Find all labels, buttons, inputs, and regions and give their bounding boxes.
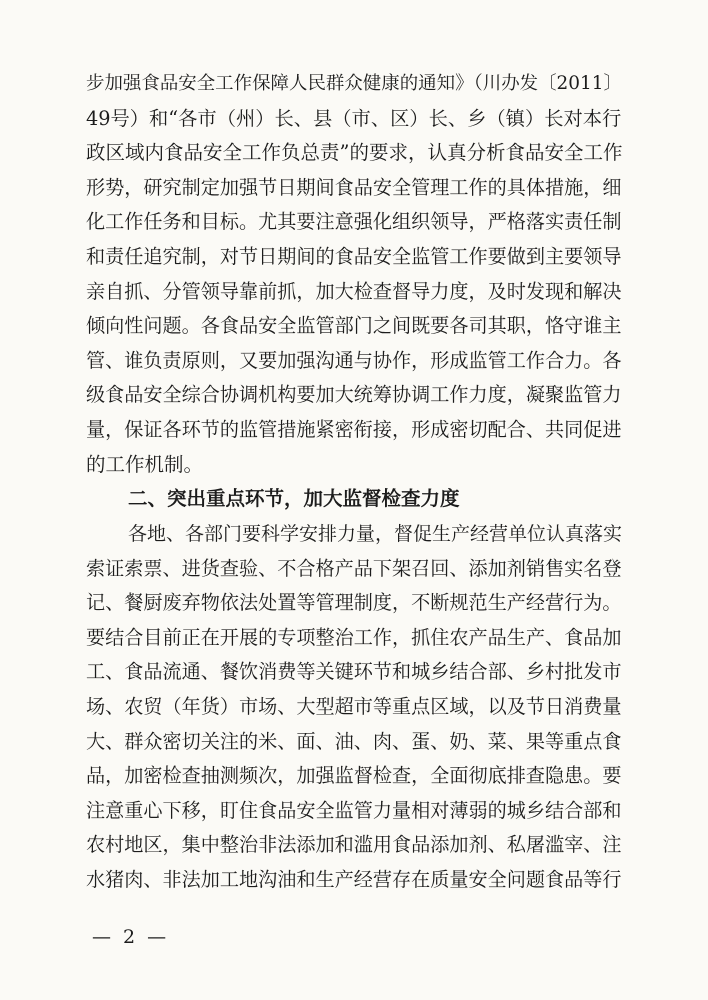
body-line: 的工作机制。 [86, 453, 204, 476]
body-line: 和责任追究制，对节日期间的食品安全监管工作要做到主要领导 [86, 245, 622, 268]
section-heading: 二、突出重点环节，加大监督检查力度 [128, 487, 460, 510]
body-line: 管、谁负责原则，又要加强沟通与协作，形成监管工作合力。各 [86, 349, 622, 372]
body-line: 各地、各部门要科学安排力量，督促生产经营单位认真落实 [128, 523, 623, 545]
body-line: 品，加密检查抽测频次，加强监督检查，全面彻底排查隐患。要 [86, 764, 622, 787]
body-line: 倾向性问题。各食品安全监管部门之间既要各司其职，恪守谁主 [86, 314, 622, 337]
body-line: 大、群众密切关注的米、面、油、肉、蛋、奶、菜、果等重点食 [86, 730, 622, 753]
body-line: 政区域内食品安全工作负总责”的要求，认真分析食品安全工作 [86, 141, 623, 164]
page-number: — 2 — [92, 926, 170, 948]
body-line: 要结合目前正在开展的专项整治工作，抓住农产品生产、食品加 [86, 626, 622, 649]
body-line: 亲自抓、分管领导靠前抓，加大检查督导力度，及时发现和解决 [86, 280, 622, 303]
body-line: 工、食品流通、餐饮消费等关键环节和城乡结合部、乡村批发市 [86, 660, 622, 683]
body-line: 形势，研究制定加强节日期间食品安全管理工作的具体措施，细 [86, 176, 622, 199]
body-line: 注意重心下移，盯住食品安全监管力量相对薄弱的城乡结合部和 [86, 799, 622, 822]
body-line: 记、餐厨废弃物依法处置等管理制度，不断规范生产经营行为。 [86, 591, 622, 614]
body-line: 49号）和“各市（州）长、县（市、区）长、乡（镇）长对本行 [86, 107, 622, 130]
body-line: 化工作任务和目标。尤其要注意强化组织领导，严格落实责任制 [86, 210, 622, 233]
body-line: 级食品安全综合协调机构要加大统筹协调工作力度，凝聚监管力 [86, 383, 622, 406]
body-line: 场、农贸（年货）市场、大型超市等重点区域，以及节日消费量 [86, 695, 622, 718]
body-line: 索证索票、进货查验、不合格产品下架召回、添加剂销售实名登 [86, 557, 622, 580]
body-line: 步加强食品安全工作保障人民群众健康的通知》（川办发〔2011〕 [86, 73, 622, 94]
body-line: 量，保证各环节的监管措施紧密衔接，形成密切配合、共同促进 [86, 418, 622, 441]
body-line: 水猪肉、非法加工地沟油和生产经营存在质量安全问题食品等行 [86, 868, 622, 891]
body-line: 农村地区，集中整治非法添加和滥用食品添加剂、私屠滥宰、注 [86, 833, 622, 856]
